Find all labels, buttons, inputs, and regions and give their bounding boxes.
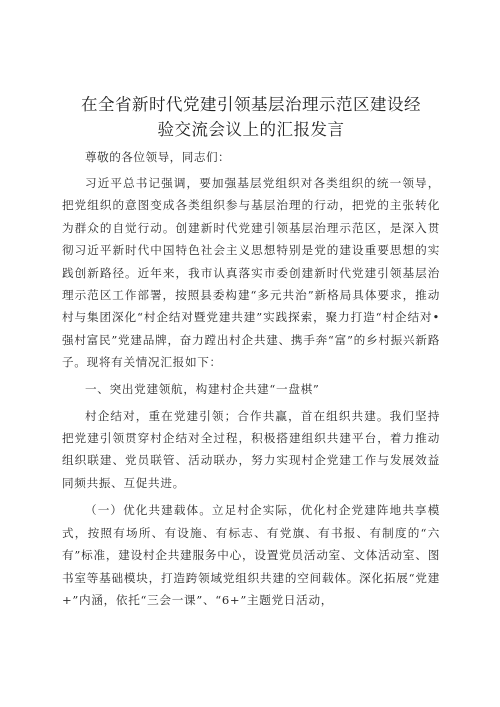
- paragraph-section-1: 村企结对，重在党建引领；合作共赢，首在组织共建。我们坚持把党建引领贯穿村企结对全过程，积极搭建组织共建平台，着力推动组织联建、党员联管、活动联办，努力实现村企党建工作与发展效益同频共振、互促共进。: [62, 408, 440, 490]
- document-title-line-1: 在全省新时代党建引领基层治理示范区建设经: [81, 95, 421, 114]
- document-title: [62, 92, 440, 142]
- salutation: 尊敬的各位领导，同志们：: [85, 150, 231, 164]
- document-title-line-2: 验交流会议上的汇报发言: [157, 120, 345, 139]
- paragraph-intro: 习近平总书记强调，要加强基层党组织对各类组织的统一领导，把党组织的意图变成各类组织参与基层治理的行动，把党的主张转化为群众的自觉行动。创建新时代党建引领基层治理示范区，是深入贯彻习近平新时代中国特色社会主义思想特别是党的建设重要思想的实践创新路径。近年来，我市认真落实市委创建新时代党建引领基层治理示范区工作部署，按照县委构建“多元共治”新格局具体要求，推动村与集团深化“村企结对暨党建共建”实践探索，聚力打造“村企结对•强村富民”党建品牌，奋力蹚出村企共建、携手奔“富”的乡村振兴新路子。现将有关情况汇报如下：: [62, 176, 440, 370]
- paragraph-subsection-1: （一）优化共建载体。立足村企实际，优化村企党建阵地共享模式，按照有场所、有设施、有标志、有党旗、有书报、有制度的“六有”标准，建设村企共建服务中心，设置党员活动室、文体活动室、图书室等基础模块，打造跨领域党组织共建的空间载体。深化拓展“党建+”内涵，依托“三会一课”、“6+”主题党日活动，: [62, 503, 440, 607]
- section-heading-1: 一、突出党建领航，构建村企共建“一盘棋”: [85, 381, 320, 396]
